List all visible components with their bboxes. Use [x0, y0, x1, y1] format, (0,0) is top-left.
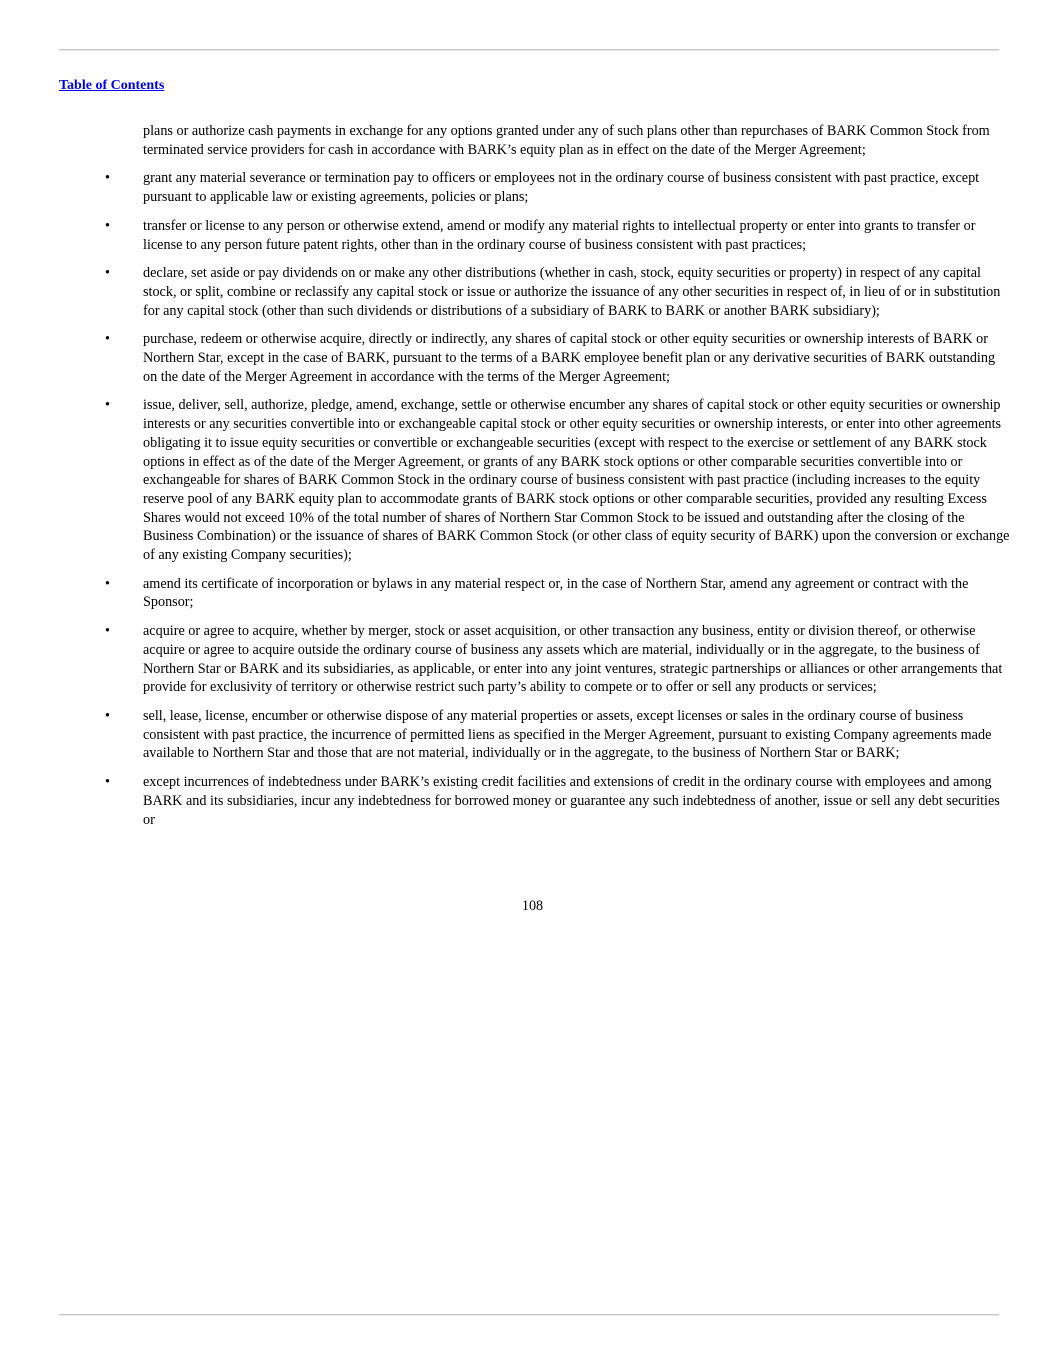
list-item-text: transfer or license to any person or otherwise extend, amend or modify any material rights to intellectual property or enter into grants to transfer or license to any person future patent rights, other than in the ordinary course of business consistent with past practices; — [143, 217, 976, 253]
bullet-icon: • — [105, 707, 110, 724]
list-item — [105, 264, 1010, 320]
bullet-icon: • — [105, 217, 110, 234]
list-item — [105, 217, 1010, 254]
list-item-text: sell, lease, license, encumber or otherwise dispose of any material properties or assets, except licenses or sales in the ordinary course of business consistent with past practice, the incurrence of permitted liens as specified in the Merger Agreement, pursuant to existing Company agreements made available to Northern Star and those that are not material, individually or in the aggregate, to the business of Northern Star or BARK; — [143, 707, 992, 762]
document-body — [105, 122, 1010, 839]
table-of-contents-link[interactable]: Table of Contents — [59, 78, 165, 93]
list-item-text: amend its certificate of incorporation or bylaws in any material respect or, in the case of Northern Star, amend any agreement or contract with the Sponsor; — [143, 575, 969, 611]
continuation-paragraph — [105, 122, 1010, 159]
page-number: 108 — [521, 898, 544, 914]
list-item — [105, 330, 1010, 386]
list-item-text: acquire or agree to acquire, whether by merger, stock or asset acquisition, or other transaction any business, entity or division thereof, or otherwise acquire or agree to acquire outside the ordinary course of business any assets which are material, individually or in the aggregate, to the business of Northern Star or BARK and its subsidiaries, as applicable, or enter into any joint ventures, strategic partnerships or alliances or other arrangements that provide for exclusivity of territory or otherwise restrict such party’s ability to compete or to offer or sell any products or services; — [143, 623, 1003, 696]
paragraph-text: plans or authorize cash payments in exchange for any options granted under any of such plans other than repurchases of BARK Common Stock from terminated service providers for cash in accordance with BARK’s equity plan as in effect on the date of the Merger Agreement; — [143, 123, 990, 158]
bullet-icon: • — [105, 575, 110, 592]
list-item — [105, 622, 1010, 697]
list-item — [105, 707, 1010, 763]
bullet-icon: • — [105, 170, 110, 187]
bullet-icon: • — [105, 774, 110, 791]
list-item — [105, 575, 1010, 612]
list-item-text: grant any material severance or termination pay to officers or employees not in the ordinary course of business consistent with past practice, except pursuant to applicable law or existing agreements, policies or plans; — [143, 170, 980, 206]
bullet-icon: • — [105, 397, 110, 414]
list-item-text: issue, deliver, sell, authorize, pledge, amend, exchange, settle or otherwise encumber any shares of capital stock or other equity securities or ownership interests or any securities convertible into or exchangeable capital stock or other equity securities or ownership interests, or enter into other agreements obligating it to issue equity securities or convertible or exchangeable securities (except with respect to the exercise or settlement of any BARK stock options in effect as of the date of the Merger Agreement, or grants of any BARK stock options or other comparable securities convertible into or exchangeable for shares of BARK Common Stock in the ordinary course of business consistent with past practice (including increases to the equity reserve pool of any BARK equity plan to accommodate grants of BARK stock options or other comparable securities, provided any resulting Excess Shares would not exceed 10% of the total number of shares of Northern Star Common Stock to be issued and outstanding after the closing of the Business Combination) or the issuance of shares of BARK Common Stock (or other class of equity security of BARK) upon the conversion or exchange of any existing Company securities); — [143, 397, 1010, 564]
bullet-icon: • — [105, 623, 110, 640]
list-item-text: purchase, redeem or otherwise acquire, directly or indirectly, any shares of capital stock or other equity securities or ownership interests of BARK or Northern Star, except in the case of BARK, pursuant to the terms of a BARK employee benefit plan or any derivative securities of BARK outstanding on the date of the Merger Agreement in accordance with the terms of the Merger Agreement; — [143, 331, 996, 385]
bullet-icon: • — [105, 331, 110, 348]
list-item — [105, 773, 1010, 829]
list-item-text: except incurrences of indebtedness under BARK’s existing credit facilities and extensions of credit in the ordinary course with employees and among BARK and its subsidiaries, incur any indebtedness for borrowed money or guarantee any such indebtedness of another, issue or sell any debt securities or — [143, 774, 1000, 828]
list-item — [105, 169, 1010, 206]
bullet-icon: • — [105, 265, 110, 282]
list-item-text: declare, set aside or pay dividends on or make any other distributions (whether in cash, stock, equity securities or property) in respect of any capital stock, or split, combine or reclassify any capital stock or issue or authorize the issuance of any other securities in respect of, in lieu of or in substitution for any capital stock (other than such dividends or distributions of a subsidiary of BARK to BARK or another BARK subsidiary); — [143, 265, 1001, 319]
bottom-divider — [59, 1314, 999, 1315]
list-item — [105, 396, 1010, 564]
top-divider — [59, 49, 999, 50]
